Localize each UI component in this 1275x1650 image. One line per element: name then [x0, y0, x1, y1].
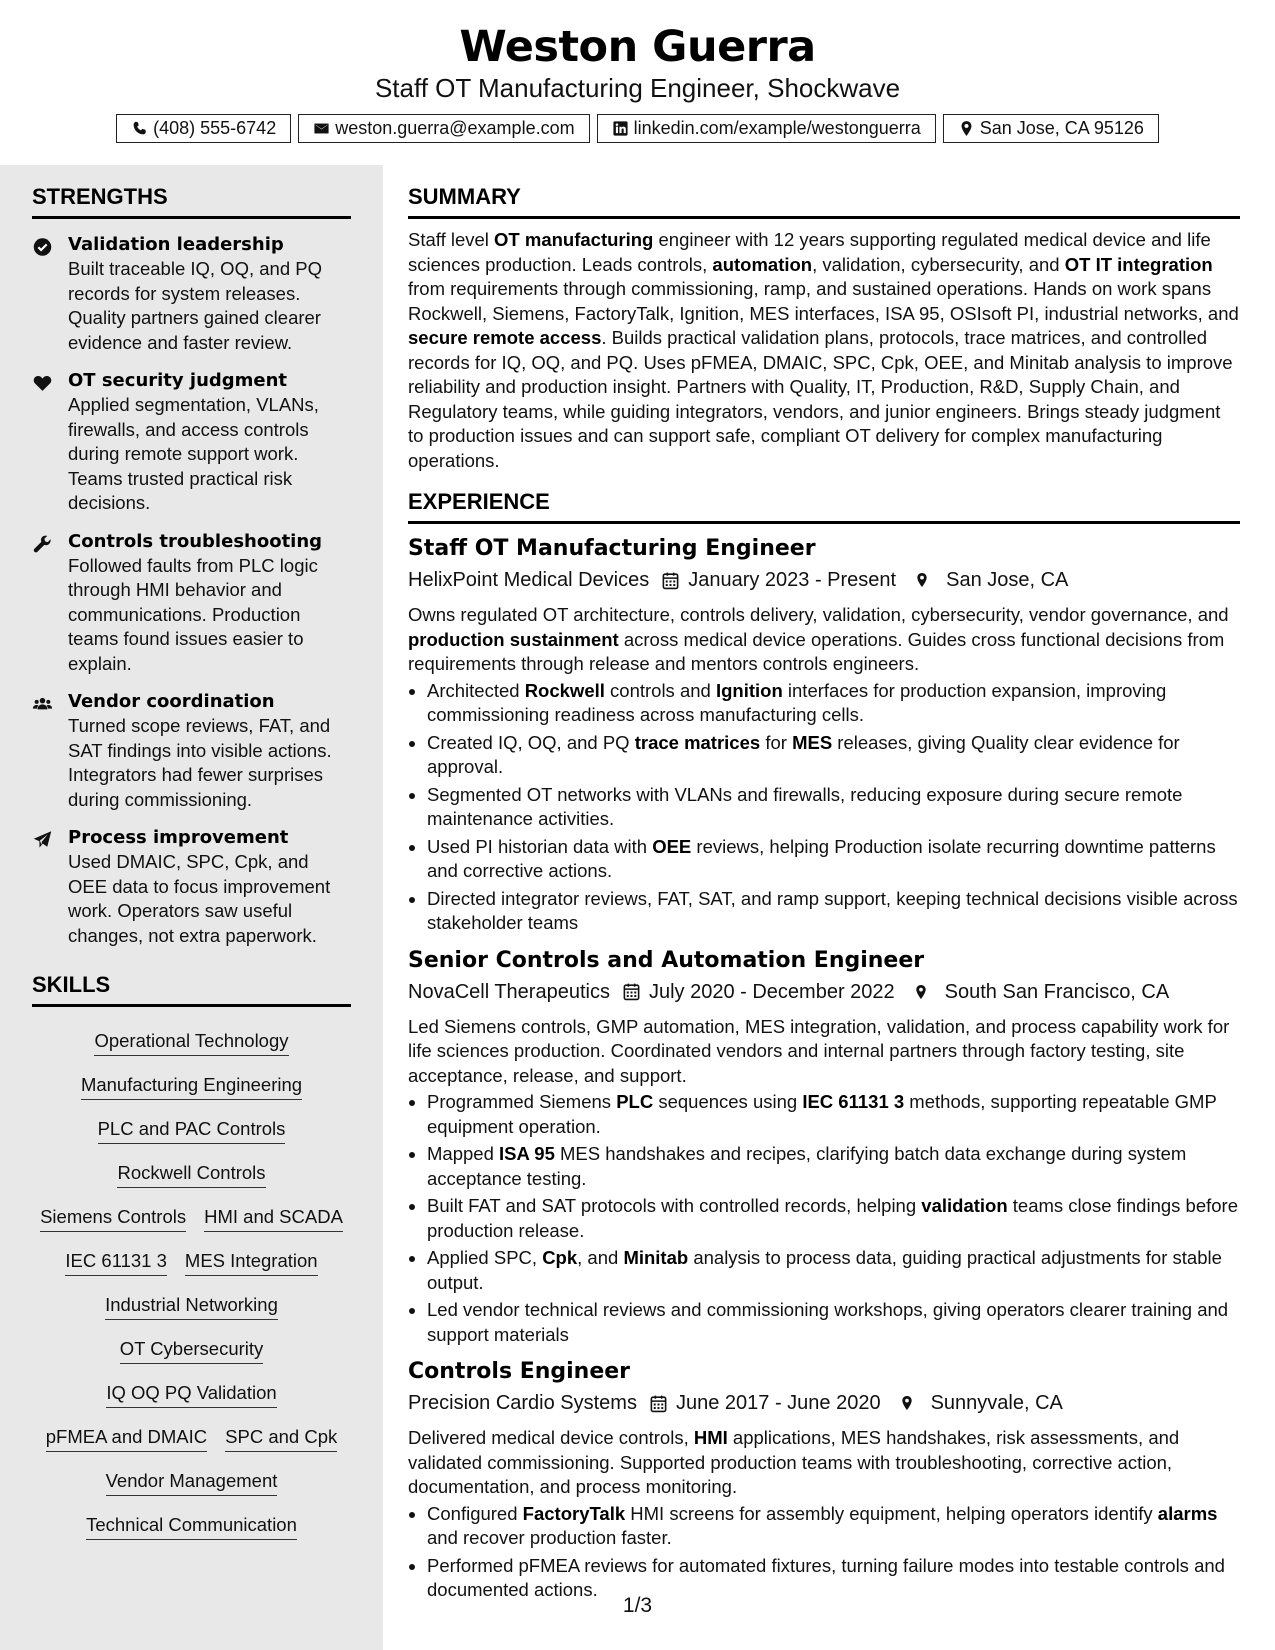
- strength-description: Applied segmentation, VLANs, firewalls, and access controls during remote support work. Teams trusted practical risk decisions.: [68, 394, 319, 513]
- strength-title: Validation leadership: [68, 234, 284, 255]
- contact-email-text: weston.guerra@example.com: [335, 118, 575, 138]
- skill-tag: PLC and PAC Controls: [98, 1118, 286, 1144]
- check-circle-icon: [32, 237, 53, 257]
- calendar-icon: [661, 571, 680, 590]
- strength-title: OT security judgment: [68, 370, 288, 391]
- job-meta: [408, 565, 1240, 595]
- job-company: HelixPoint Medical Devices: [408, 569, 650, 591]
- skill-tag: Manufacturing Engineering: [81, 1074, 302, 1100]
- job-meta: [408, 1388, 1240, 1418]
- location-pin-icon: [958, 120, 975, 137]
- job-company: Precision Cardio Systems: [408, 1392, 637, 1414]
- contact-phone-text: (408) 555-6742: [153, 118, 277, 138]
- strength-item: [32, 690, 351, 812]
- skill-tag: Rockwell Controls: [117, 1162, 265, 1188]
- phone-icon: [131, 120, 148, 137]
- skill-tag: HMI and SCADA: [204, 1206, 343, 1232]
- job-dates: January 2023 - Present: [688, 569, 897, 591]
- skill-tag: Siemens Controls: [40, 1206, 186, 1232]
- strength-item: [32, 826, 351, 948]
- job-title: Staff OT Manufacturing Engineer: [408, 536, 816, 561]
- job-bullet: • Programmed Siemens PLC sequences using IEC 61131 3 methods, supporting repeatable GMP equipment operation.: [427, 1090, 1240, 1139]
- summary-heading: SUMMARY: [408, 184, 1240, 219]
- calendar-icon: [622, 982, 641, 1001]
- wrench-icon: [32, 534, 53, 554]
- job-company: NovaCell Therapeutics: [408, 980, 610, 1003]
- skill-tag: Technical Communication: [86, 1514, 297, 1540]
- heart-icon: [32, 373, 53, 393]
- skill-tag: Operational Technology: [94, 1030, 288, 1056]
- job-entry: [408, 534, 1240, 936]
- skill-tag: MES Integration: [185, 1250, 318, 1276]
- job-location: Sunnyvale, CA: [930, 1392, 1063, 1414]
- location-pin-icon: [914, 570, 930, 590]
- skill-tag: IQ OQ PQ Validation: [106, 1382, 276, 1408]
- job-entry: [408, 946, 1240, 1348]
- strength-description: Used DMAIC, SPC, Cpk, and OEE data to focus improvement work. Operators saw useful changes, not extra paperwork.: [68, 851, 331, 946]
- contact-bar: [0, 114, 1275, 143]
- skill-tag: SPC and Cpk: [225, 1426, 337, 1452]
- strength-item: [32, 369, 351, 516]
- job-bullet: • Performed pFMEA reviews for automated fixtures, turning failure modes into testable controls and documented actions.: [427, 1554, 1240, 1603]
- paper-plane-icon: [32, 830, 53, 850]
- contact-linkedin[interactable]: [597, 114, 936, 143]
- location-pin-icon: [899, 1393, 915, 1413]
- skill-tag: OT Cybersecurity: [120, 1338, 264, 1364]
- job-dates: July 2020 - December 2022: [648, 980, 895, 1003]
- users-icon: [32, 694, 53, 714]
- job-bullet: • Created IQ, OQ, and PQ trace matrices for MES releases, giving Quality clear evidence for approval.: [427, 731, 1240, 780]
- job-title: Controls Engineer: [408, 1359, 631, 1384]
- job-bullets: [408, 679, 1240, 936]
- main-column: [408, 184, 1240, 1606]
- strength-description: Turned scope reviews, FAT, and SAT findings into visible actions. Integrators had fewer surprises during commissioning.: [68, 715, 332, 810]
- contact-linkedin-text: linkedin.com/example/westonguerra: [633, 118, 921, 138]
- strength-title: Process improvement: [68, 827, 289, 848]
- contact-location-text: San Jose, CA 95126: [979, 118, 1144, 138]
- job-location: South San Francisco, CA: [944, 980, 1170, 1003]
- strength-title: Vendor coordination: [68, 691, 275, 712]
- skill-tag: Industrial Networking: [105, 1294, 278, 1320]
- job-bullets: [408, 1090, 1240, 1347]
- contact-email[interactable]: [298, 114, 589, 143]
- strengths-list: [32, 233, 351, 948]
- strength-description: Built traceable IQ, OQ, and PQ records for system releases. Quality partners gained clearer evidence and faster review.: [68, 258, 322, 353]
- skills-list: [32, 1021, 351, 1549]
- skills-heading: SKILLS: [32, 972, 351, 1007]
- page-number: 1/3: [622, 1594, 653, 1617]
- job-bullet: • Led vendor technical reviews and commissioning workshops, giving operators clearer training and support materials: [427, 1298, 1240, 1347]
- job-bullet: • Built FAT and SAT protocols with controlled records, helping validation teams close findings before production release.: [427, 1194, 1240, 1243]
- job-bullets: [408, 1502, 1240, 1603]
- strengths-heading: STRENGTHS: [32, 184, 351, 219]
- job-meta: [408, 977, 1240, 1007]
- job-summary: Delivered medical device controls, HMI applications, MES handshakes, risk assessments, and validated commissioning. Supported production teams with troubleshooting, corrective action, documentation, and process monitoring.: [408, 1427, 1180, 1497]
- job-bullet: • Architected Rockwell controls and Ignition interfaces for production expansion, improving commissioning readiness across manufacturing cells.: [427, 679, 1240, 728]
- job-bullet: • Used PI historian data with OEE reviews, helping Production isolate recurring downtime patterns and corrective actions.: [427, 835, 1240, 884]
- calendar-icon: [649, 1394, 668, 1413]
- contact-location[interactable]: [943, 114, 1159, 143]
- strength-title: Controls troubleshooting: [68, 530, 323, 552]
- job-summary: Owns regulated OT architecture, controls delivery, validation, cybersecurity, vendor governance, and production sustainment across medical device operations. Guides cross functional decisions from requirements through release and mentors controls engineers.: [408, 604, 1229, 674]
- job-bullet: • Segmented OT networks with VLANs and firewalls, reducing exposure during secure remote maintenance activities.: [427, 783, 1240, 832]
- job-bullet: • Applied SPC, Cpk, and Minitab analysis to process data, guiding practical adjustments for stable output.: [427, 1246, 1240, 1295]
- contact-phone[interactable]: [116, 114, 291, 143]
- candidate-name: Weston Guerra: [459, 22, 816, 72]
- summary-text: Staff level OT manufacturing engineer with 12 years supporting regulated medical device and life sciences production. Leads controls, automation, validation, cybersecurity, and OT IT integration from requirements through commissioning, ramp, and sustained operations. Hands on work spans Rockwell, Siemens, FactoryTalk, Ignition, MES interfaces, ISA 95, OSIsoft PI, industrial networks, and secure remote access. Builds practical validation plans, protocols, trace matrices, and controlled records for IQ, OQ, and PQ. Uses pFMEA, DMAIC, SPC, Cpk, OEE, and Minitab analysis to improve reliability and production insight. Partners with Quality, IT, Production, R&D, Supply Chain, and Regulatory teams, while guiding integrators, vendors, and junior engineers. Brings steady judgment to production issues and can support safe, compliant OT delivery for complex manufacturing operations.: [408, 229, 1239, 471]
- candidate-headline: Staff OT Manufacturing Engineer, Shockwave: [374, 73, 901, 103]
- experience-heading: EXPERIENCE: [408, 489, 1240, 524]
- strength-item: [32, 530, 351, 677]
- job-location: San Jose, CA: [946, 569, 1069, 591]
- sidebar: [0, 165, 383, 1650]
- strength-description: Followed faults from PLC logic through HMI behavior and communications. Production teams found issues easier to explain.: [68, 554, 318, 674]
- envelope-icon: [313, 120, 330, 137]
- skill-tag: pFMEA and DMAIC: [46, 1426, 207, 1452]
- job-entry: [408, 1357, 1240, 1603]
- location-pin-icon: [913, 982, 929, 1002]
- job-title: Senior Controls and Automation Engineer: [408, 947, 925, 973]
- skill-tag: Vendor Management: [106, 1470, 278, 1496]
- linkedin-icon: [612, 120, 629, 137]
- job-dates: June 2017 - June 2020: [675, 1392, 881, 1414]
- job-bullet: • Configured FactoryTalk HMI screens for assembly equipment, helping operators identify alarms and recover production faster.: [427, 1502, 1240, 1551]
- job-summary: Led Siemens controls, GMP automation, MES integration, validation, and process capability work for life sciences production. Coordinated vendors and internal partners through factory testing, site acceptance, release, and support.: [408, 1015, 1230, 1086]
- job-bullet: • Mapped ISA 95 MES handshakes and recipes, clarifying batch data exchange during system acceptance testing.: [427, 1142, 1240, 1191]
- strength-item: [32, 233, 351, 355]
- job-bullet: • Directed integrator reviews, FAT, SAT, and ramp support, keeping technical decisions visible across stakeholder teams: [427, 887, 1240, 936]
- skill-tag: IEC 61131 3: [65, 1250, 166, 1276]
